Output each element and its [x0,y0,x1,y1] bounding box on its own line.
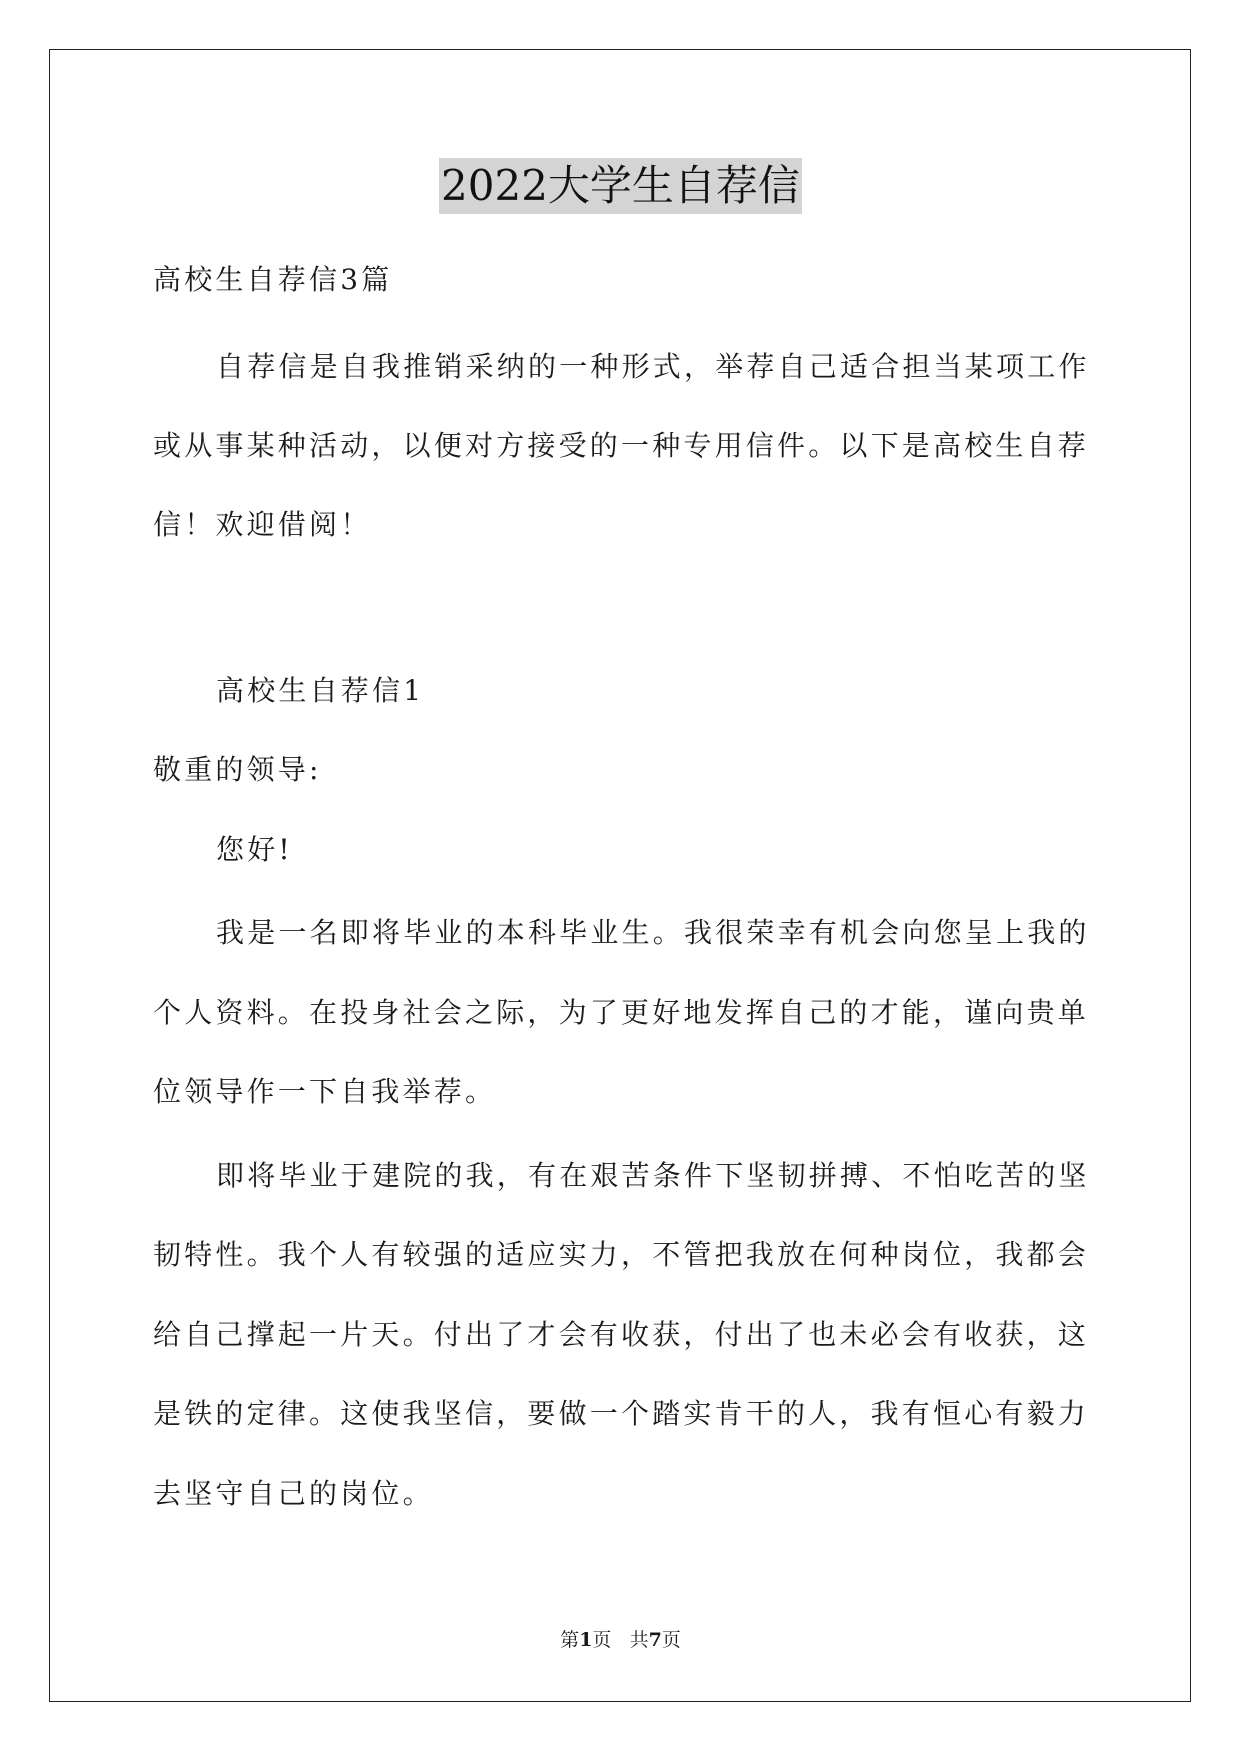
greeting: 您好! [216,833,293,866]
paragraph-1-line-3: 位领导作一下自我举荐。 [153,1075,497,1108]
letter-heading: 高校生自荐信1 [216,674,425,707]
intro-line-1: 自荐信是自我推销采纳的一种形式，举荐自己适合担当某项工作 [216,350,1090,383]
page-footer [0,1628,1241,1652]
page-suffix: 页 [592,1629,612,1651]
document-title: 2022大学生自荐信 [439,158,802,214]
paragraph-2-line-1: 即将毕业于建院的我，有在艰苦条件下坚韧拼搏、不怕吃苦的坚 [216,1159,1090,1192]
page-number: 1 [579,1629,593,1651]
intro-line-2: 或从事某种活动，以便对方接受的一种专用信件。以下是高校生自荐 [153,429,1090,462]
total-prefix: 共 [629,1629,649,1651]
paragraph-1-line-1: 我是一名即将毕业的本科毕业生。我很荣幸有机会向您呈上我的 [216,916,1090,949]
intro-line-3: 信！欢迎借阅！ [153,508,372,541]
page-prefix: 第 [560,1629,580,1651]
paragraph-1-line-2: 个人资料。在投身社会之际，为了更好地发挥自己的才能，谨向贵单 [153,996,1090,1029]
paragraph-2-line-2: 韧特性。我个人有较强的适应实力，不管把我放在何种岗位，我都会 [153,1238,1090,1271]
paragraph-2-line-4: 是铁的定律。这使我坚信，要做一个踏实肯干的人，我有恒心有毅力 [153,1397,1090,1430]
paragraph-2-line-5: 去坚守自己的岗位。 [153,1477,434,1510]
total-suffix: 页 [661,1629,681,1651]
subtitle-line: 高校生自荐信3篇 [153,263,393,296]
title-container [0,158,1241,214]
total-pages: 7 [648,1629,662,1651]
salutation: 敬重的领导: [153,753,322,786]
paragraph-2-line-3: 给自己撑起一片天。付出了才会有收获，付出了也未必会有收获，这 [153,1318,1090,1351]
